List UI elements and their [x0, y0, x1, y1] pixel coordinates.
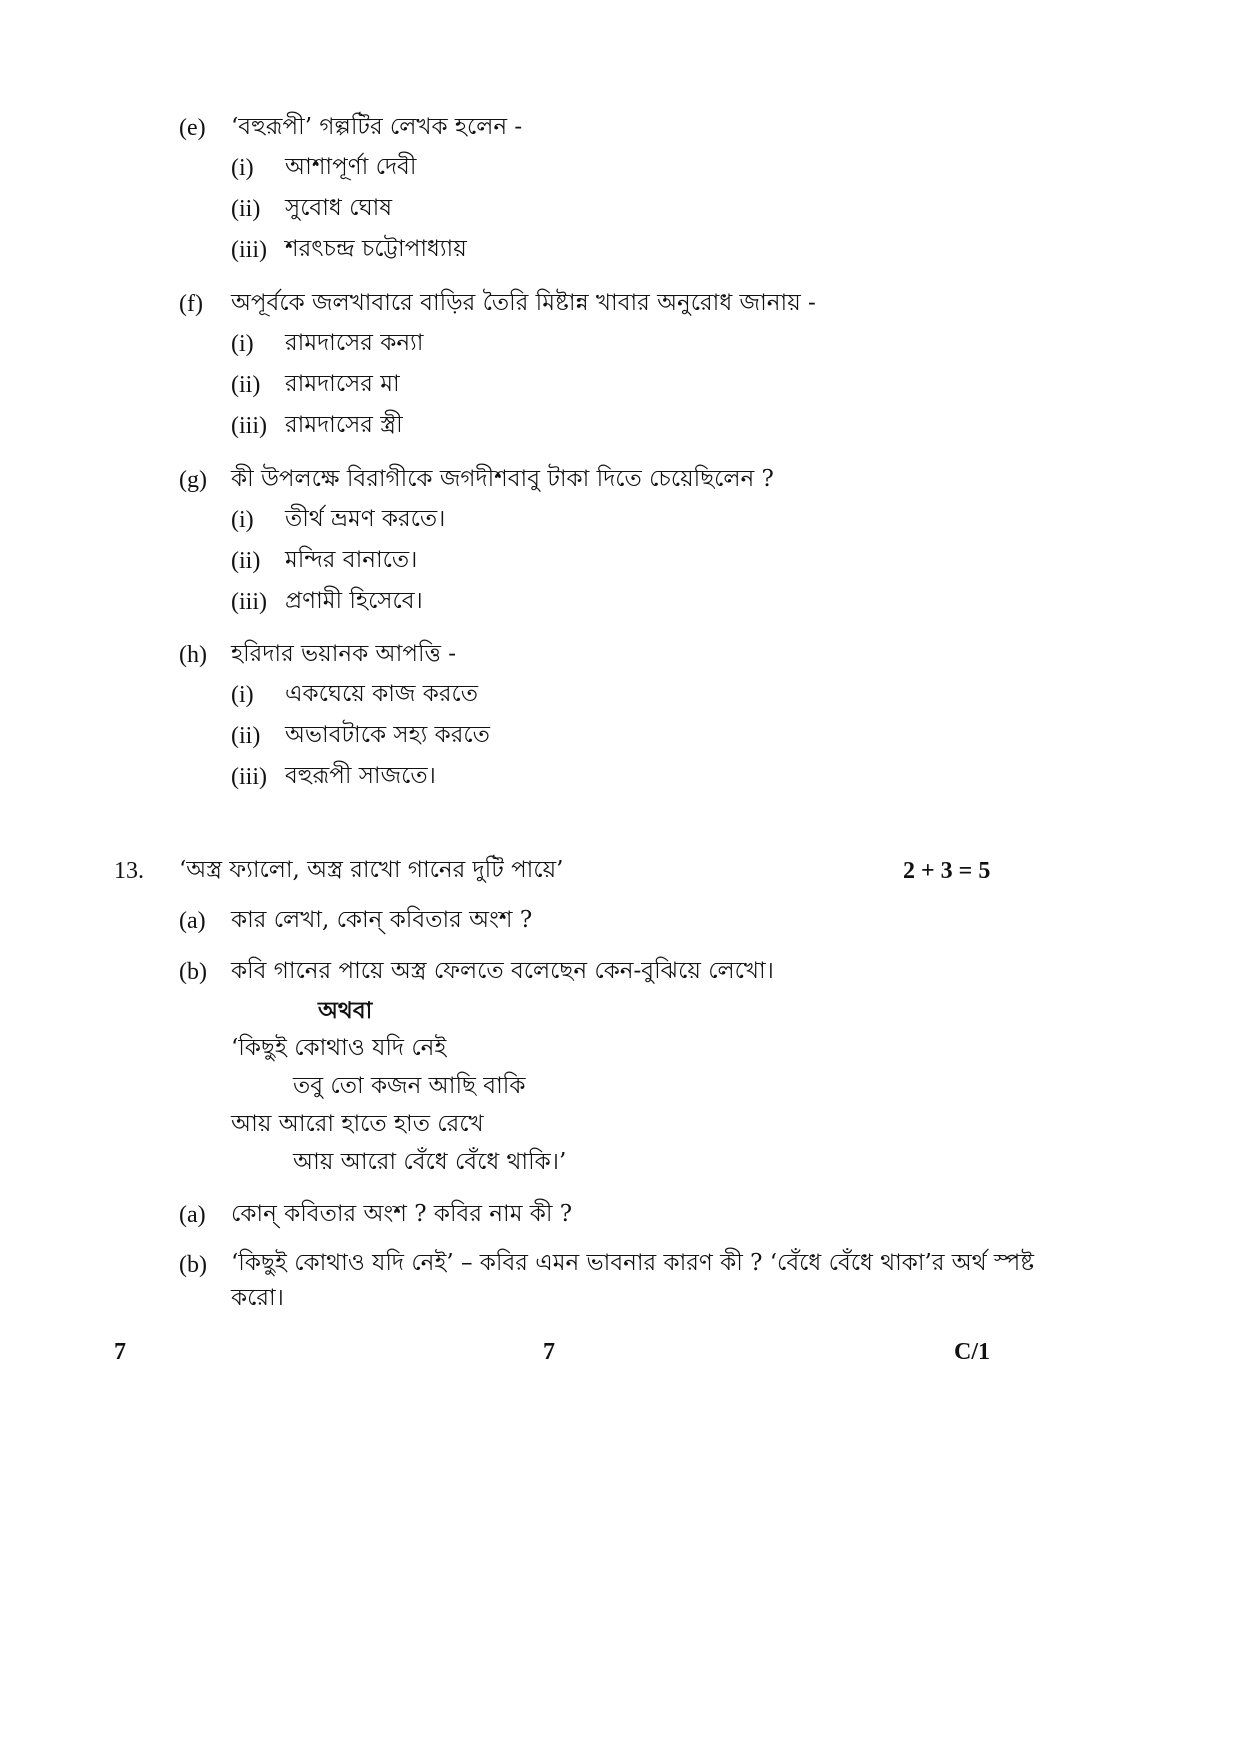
footer-code: C/1 [954, 1339, 990, 1365]
poem-line: আয় আরো হাতে হাত রেখে [231, 1111, 484, 1137]
poem-line: আয় আরো বেঁধে বেঁধে থাকি।’ [293, 1149, 567, 1175]
option-text: শরৎচন্দ্র চট্টোপাধ্যায় [285, 236, 467, 262]
option-label: (i) [231, 331, 254, 357]
option-text: অভাবটাকে সহ্য করতে [285, 722, 490, 748]
option-text: প্রণামী হিসেবে। [285, 588, 423, 614]
part-text: কোন্ কবিতার অংশ ? কবির নাম কী ? [231, 1201, 573, 1227]
option-text: রামদাসের মা [285, 371, 400, 397]
question-label: (f) [179, 291, 203, 317]
option-text: মন্দির বানাতে। [285, 547, 418, 573]
question-label: (e) [179, 115, 206, 141]
option-label: (i) [231, 507, 254, 533]
option-text: রামদাসের কন্যা [285, 330, 424, 356]
option-text: তীর্থ ভ্রমণ করতে। [285, 506, 446, 532]
question-text: ‘বহুরূপী’ গল্পটির লেখক হলেন - [231, 114, 523, 140]
question-text: কী উপলক্ষে বিরাগীকে জগদীশবাবু টাকা দিতে চেয়েছিলেন ? [231, 466, 774, 492]
question-number: 13. [114, 858, 144, 884]
option-label: (iii) [231, 589, 267, 615]
option-text: আশাপূর্ণা দেবী [285, 154, 417, 180]
footer-page-left: 7 [114, 1339, 126, 1365]
part-text: ‘কিছুই কোথাও যদি নেই’ – কবির এমন ভাবনার কারণ কী ? ‘বেঁধে বেঁধে থাকা’র অর্থ স্পষ্ট [231, 1250, 1035, 1276]
option-label: (iii) [231, 237, 267, 263]
option-label: (ii) [231, 196, 261, 222]
part-label: (a) [179, 908, 206, 934]
part-label: (b) [179, 1252, 207, 1278]
question-text: হরিদার ভয়ানক আপত্তি - [231, 641, 457, 667]
poem-line: তবু তো কজন আছি বাকি [293, 1073, 526, 1099]
question-label: (g) [179, 467, 207, 493]
option-text: সুবোধ ঘোষ [285, 195, 392, 221]
option-label: (i) [231, 682, 254, 708]
option-label: (ii) [231, 723, 261, 749]
part-text: কার লেখা, কোন্ কবিতার অংশ ? [231, 907, 533, 933]
part-text-continued: করো। [231, 1285, 284, 1311]
part-label: (a) [179, 1202, 206, 1228]
or-label: অথবা [318, 997, 373, 1024]
option-text: রামদাসের স্ত্রী [285, 412, 403, 438]
question-label: (h) [179, 642, 207, 668]
footer-page-center: 7 [543, 1339, 555, 1365]
question-text: অপূর্বকে জলখাবারে বাড়ির তৈরি মিষ্টান্ন খাবার অনুরোধ জানায় - [231, 290, 816, 316]
part-label: (b) [179, 959, 207, 985]
option-label: (ii) [231, 548, 261, 574]
part-text: কবি গানের পায়ে অস্ত্র ফেলতে বলেছেন কেন-বুঝিয়ে লেখো। [231, 958, 774, 984]
poem-line: ‘কিছুই কোথাও যদি নেই [231, 1035, 447, 1061]
marks: 2 + 3 = 5 [903, 858, 991, 884]
option-label: (iii) [231, 413, 267, 439]
option-label: (ii) [231, 372, 261, 398]
option-label: (i) [231, 155, 254, 181]
option-text: একঘেয়ে কাজ করতে [285, 681, 479, 707]
option-text: বহুরূপী সাজতে। [285, 763, 436, 789]
question-quote: ‘অস্ত্র ফ্যালো, অস্ত্র রাখো গানের দুটি পায়ে’ [179, 857, 564, 883]
option-label: (iii) [231, 764, 267, 790]
